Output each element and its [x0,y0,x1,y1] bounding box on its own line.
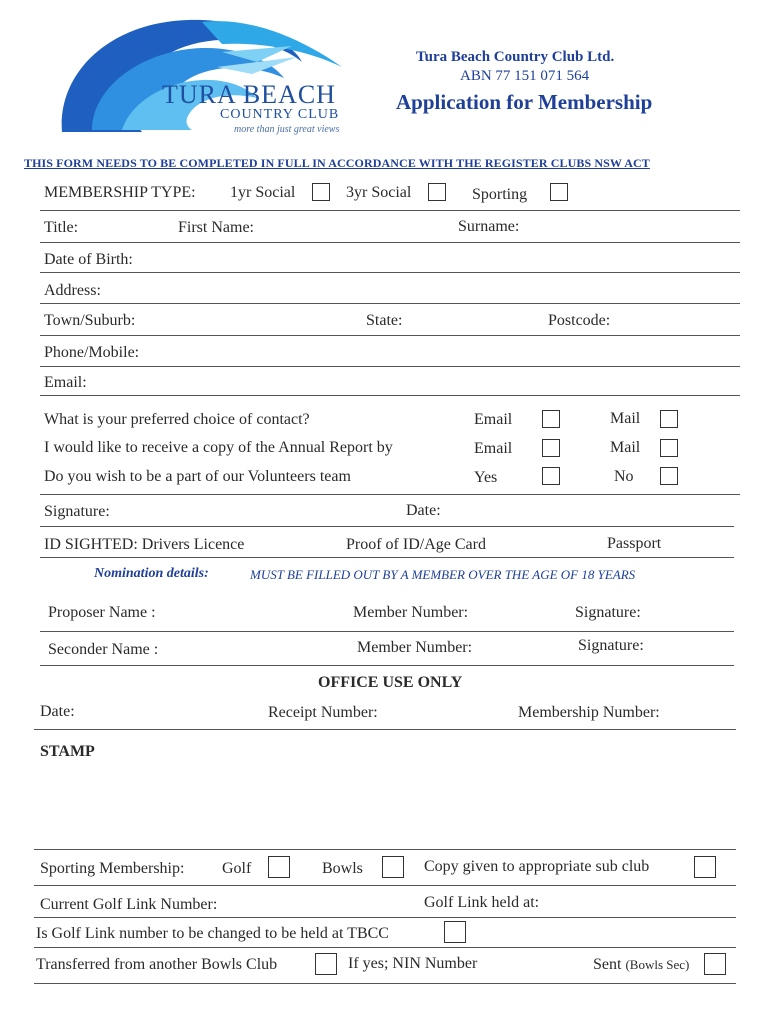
golf-link-number-label: Current Golf Link Number: [40,896,218,913]
logo-tagline: more than just great views [234,124,340,135]
divider [40,557,734,558]
transferred-bowls-label: Transferred from another Bowls Club [36,956,278,973]
title-field-label: Title: [44,219,79,236]
divider [40,303,740,304]
proposer-name-label: Proposer Name : [48,604,156,621]
sent-group [593,956,689,974]
divider [34,983,736,984]
opt-1yr-social-label: 1yr Social [230,184,296,201]
golf-link-change-checkbox[interactable] [444,921,466,943]
contact-question: What is your preferred choice of contact? [44,411,310,428]
stamp-label: STAMP [40,743,95,760]
divider [40,242,740,243]
seconder-member-number-label: Member Number: [357,639,473,656]
divider [34,729,736,730]
golf-link-held-label: Golf Link held at: [424,894,540,911]
contact-email-label: Email [474,411,513,428]
company-name: Tura Beach Country Club Ltd. [416,49,615,65]
office-use-heading: OFFICE USE ONLY [318,674,463,691]
postcode-field-label: Postcode: [548,312,611,329]
town-field-label: Town/Suburb: [44,312,136,329]
proposer-member-number-label: Member Number: [353,604,469,621]
contact-mail-checkbox[interactable] [660,410,678,428]
volunteers-no-label: No [614,468,634,485]
sporting-membership-label: Sporting Membership: [40,860,185,877]
volunteers-no-checkbox[interactable] [660,467,678,485]
divider [40,631,734,632]
divider [40,366,740,367]
divider [34,885,736,886]
copy-given-checkbox[interactable] [694,856,716,878]
nomination-heading: Nomination details: [94,566,209,581]
form-notice: THIS FORM NEEDS TO BE COMPLETED IN FULL IN ACCORDANCE WITH THE REGISTER CLUBS NSW ACT [24,156,650,170]
bowls-checkbox[interactable] [382,856,404,878]
divider [40,665,734,666]
id-sighted-label: ID SIGHTED: Drivers Licence [44,536,245,553]
annual-report-email-label: Email [474,440,513,457]
opt-3yr-social-label: 3yr Social [346,184,412,201]
first-name-field-label: First Name: [178,219,254,236]
volunteers-yes-label: Yes [474,469,498,486]
golf-label: Golf [222,860,252,877]
id-proof-label: Proof of ID/Age Card [346,536,486,553]
proposer-signature-label: Signature: [575,604,641,621]
seconder-signature-label: Signature: [578,637,644,654]
annual-report-mail-checkbox[interactable] [660,439,678,457]
golf-checkbox[interactable] [268,856,290,878]
page-title: Application for Membership [396,90,653,114]
nin-number-label: If yes; NIN Number [348,955,478,972]
phone-field-label: Phone/Mobile: [44,344,140,361]
state-field-label: State: [366,312,403,329]
logo-line1: TURA BEACH [162,80,336,109]
membership-type-label: MEMBERSHIP TYPE: [44,184,196,201]
volunteers-question: Do you wish to be a part of our Volunteers team [44,468,351,485]
signature-label: Signature: [44,503,110,520]
seconder-name-label: Seconder Name : [48,641,159,658]
address-field-label: Address: [44,282,101,299]
bowls-label: Bowls [322,860,363,877]
sent-label: Sent [593,956,622,973]
logo-line2: COUNTRY CLUB [220,107,340,122]
sent-note: (Bowls Sec) [625,957,690,972]
email-field-label: Email: [44,374,87,391]
office-date-label: Date: [40,703,75,720]
annual-report-email-checkbox[interactable] [542,439,560,457]
dob-field-label: Date of Birth: [44,251,133,268]
id-passport-label: Passport [607,535,662,552]
signature-date-label: Date: [406,502,441,519]
contact-email-checkbox[interactable] [542,410,560,428]
divider [40,272,740,273]
divider [34,917,736,918]
opt-sporting-label: Sporting [472,186,528,203]
opt-1yr-social-checkbox[interactable] [312,183,330,201]
opt-3yr-social-checkbox[interactable] [428,183,446,201]
sent-checkbox[interactable] [704,953,726,975]
divider [40,494,740,495]
receipt-number-label: Receipt Number: [268,704,378,721]
divider [40,210,740,211]
volunteers-yes-checkbox[interactable] [542,467,560,485]
club-logo [52,12,372,137]
nomination-note: MUST BE FILLED OUT BY A MEMBER OVER THE AGE OF 18 YEARS [250,567,636,582]
annual-report-question: I would like to receive a copy of the Annual Report by [44,439,393,456]
divider [34,947,736,948]
opt-sporting-checkbox[interactable] [550,183,568,201]
divider [34,849,736,850]
golf-link-change-question: Is Golf Link number to be changed to be held at TBCC [36,925,389,942]
divider [40,526,734,527]
annual-report-mail-label: Mail [610,439,641,456]
divider [40,395,740,396]
surname-field-label: Surname: [458,218,520,235]
contact-mail-label: Mail [610,410,641,427]
abn: ABN 77 151 071 564 [460,68,590,84]
copy-given-label: Copy given to appropriate sub club [424,858,650,875]
membership-number-label: Membership Number: [518,704,660,721]
transferred-bowls-checkbox[interactable] [315,953,337,975]
divider [40,335,740,336]
